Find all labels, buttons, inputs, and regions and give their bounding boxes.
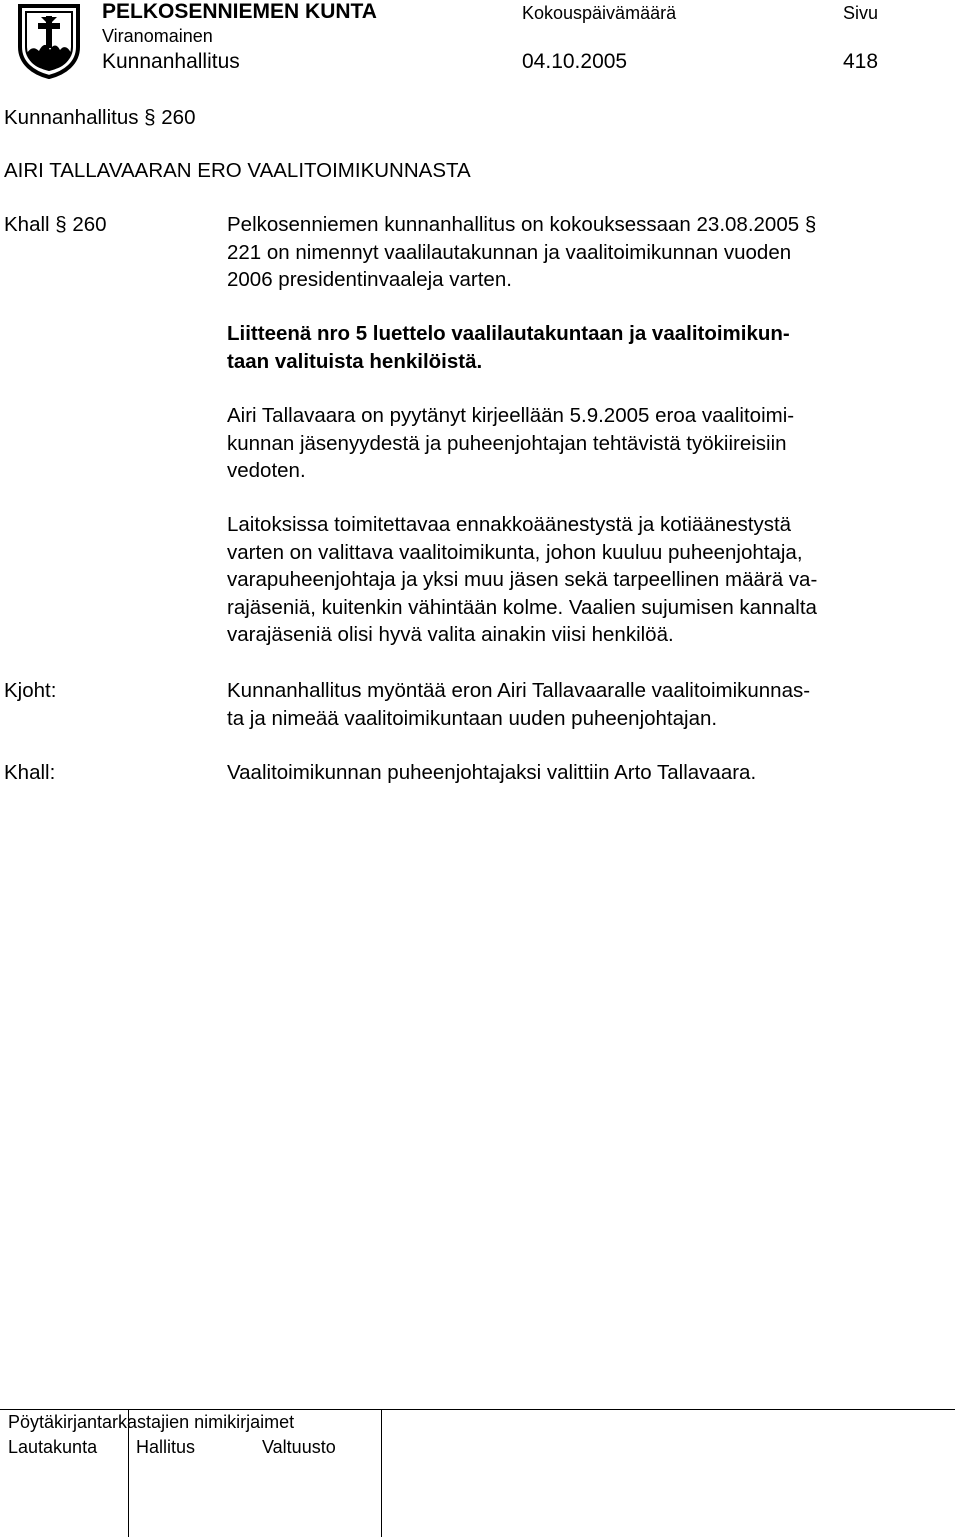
paragraph-proposal bbox=[227, 677, 917, 732]
text-line: varapuheenjohtaja ja yksi muu jäsen sekä tarpeellinen määrä va- bbox=[227, 568, 818, 591]
kjoht-label: Kjoht: bbox=[4, 679, 57, 702]
text-line: varten on valittava vaalitoimikunta, johon kuuluu puheenjohtaja, bbox=[227, 540, 803, 564]
footer-top-rule bbox=[0, 1409, 955, 1410]
footer-col-hallitus: Hallitus bbox=[136, 1437, 196, 1457]
paragraph-decision bbox=[227, 759, 917, 787]
footer-divider bbox=[381, 1409, 382, 1537]
section-reference: Kunnanhallitus § 260 bbox=[4, 106, 196, 129]
paragraph-background bbox=[227, 211, 917, 294]
text-line: Liitteenä nro 5 luettelo vaalilautakuntaan ja vaalitoimikun- bbox=[227, 322, 790, 345]
paragraph-attachment bbox=[227, 320, 917, 375]
page-number: 418 bbox=[843, 50, 879, 73]
document-title: AIRI TALLAVAARAN ERO VAALITOIMIKUNNASTA bbox=[4, 159, 471, 182]
municipal-crest-logo bbox=[17, 3, 81, 79]
text-line: 2006 presidentinvaaleja varten. bbox=[227, 268, 512, 291]
footer-initials-box bbox=[0, 1409, 960, 1537]
meeting-date: 04.10.2005 bbox=[522, 50, 628, 73]
text-line: Airi Tallavaara on pyytänyt kirjeellään 5.9.2005 eroa vaalitoimi- bbox=[227, 404, 795, 427]
paragraph-resignation bbox=[227, 402, 917, 485]
text-line: Laitoksissa toimitettavaa ennakkoäänestystä ja kotiäänestystä bbox=[227, 513, 792, 536]
text-line: ta ja nimeää vaalitoimikuntaan uuden puheenjohtajan. bbox=[227, 706, 718, 730]
text-line: Vaalitoimikunnan puheenjohtajaksi valittiin Arto Tallavaara. bbox=[227, 761, 757, 784]
footer-col-lautakunta: Lautakunta bbox=[8, 1437, 98, 1457]
department-label: Viranomainen bbox=[102, 26, 213, 46]
text-line: vedoten. bbox=[227, 459, 306, 482]
text-line: varajäseniä olisi hyvä valita ainakin viisi henkilöä. bbox=[227, 623, 674, 646]
text-line: Pelkosenniemen kunnanhallitus on kokouksessaan 23.08.2005 § bbox=[227, 213, 817, 236]
text-line: 221 on nimennyt vaalilautakunnan ja vaalitoimikunnan vuoden bbox=[227, 240, 792, 264]
organization-name: PELKOSENNIEMEN KUNTA bbox=[102, 0, 377, 23]
text-line: kunnan jäsenyydestä ja puheenjohtajan tehtävistä työkiireisiin bbox=[227, 431, 787, 455]
khall-label: Khall: bbox=[4, 761, 56, 784]
page-label: Sivu bbox=[843, 3, 879, 23]
footer-title: Pöytäkirjantarkastajien nimikirjaimet bbox=[8, 1412, 295, 1432]
khall-section-label: Khall § 260 bbox=[4, 213, 107, 236]
meeting-date-label: Kokouspäivämäärä bbox=[522, 3, 677, 23]
governing-body: Kunnanhallitus bbox=[102, 50, 240, 73]
text-line: Kunnanhallitus myöntää eron Airi Tallavaaralle vaalitoimikunnas- bbox=[227, 679, 811, 702]
text-line: rajäseniä, kuitenkin vähintään kolme. Vaalien sujumisen kannalta bbox=[227, 595, 817, 619]
paragraph-committee-rules bbox=[227, 511, 917, 649]
footer-col-valtuusto: Valtuusto bbox=[262, 1437, 336, 1457]
text-line: taan valituista henkilöistä. bbox=[227, 349, 483, 373]
